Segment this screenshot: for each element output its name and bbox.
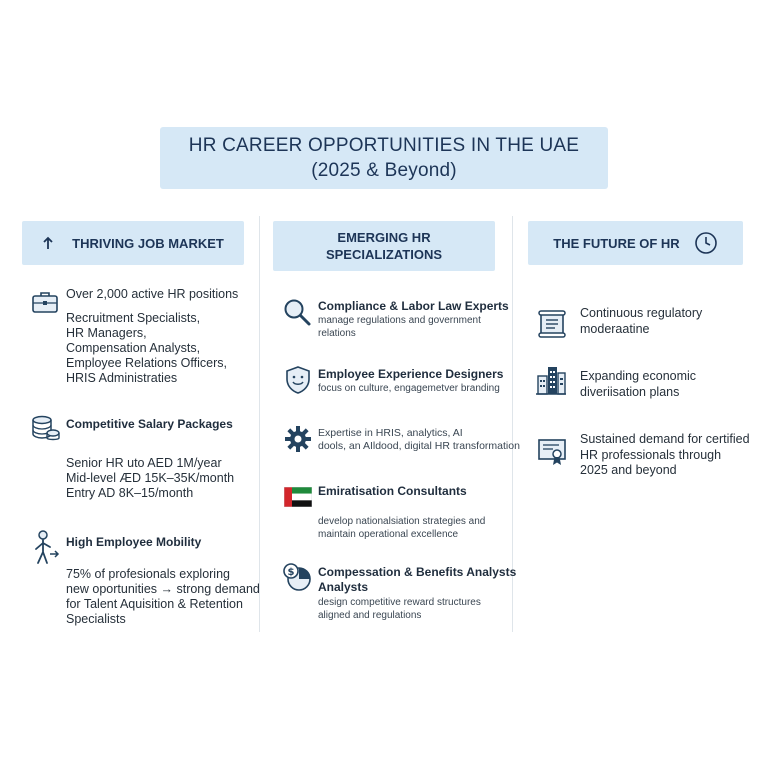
hris-desc: Expertise in HRIS, analytics, AI dools, an AIldood, digital HR transformation <box>318 427 520 452</box>
scroll-icon <box>537 310 567 338</box>
middle-column-header <box>273 221 495 271</box>
salary-heading: Competitive Salary Packages <box>66 417 233 431</box>
money-chart-icon <box>282 562 312 592</box>
uae-flag-icon <box>284 487 312 507</box>
left-column-header-label: THRIVING JOB MARKET <box>72 235 224 251</box>
smiley-shield-icon <box>285 366 311 394</box>
coins-icon <box>31 414 61 442</box>
salary-details: Senior HR uto AED 1M/year Mid-level ÆD 15K–35K/month Entry AD 8K–15/month <box>66 456 235 500</box>
emiratisation-desc: develop nationalsiation strategies and maintain operational excellence <box>318 516 486 540</box>
mobility-heading: High Employee Mobility <box>66 535 202 549</box>
regulatory-text: Continuous regulatory moderaatine <box>580 306 703 336</box>
person-walking-icon <box>30 530 60 566</box>
briefcase-icon <box>31 290 59 314</box>
right-column-header-label: THE FUTURE OF HR <box>553 235 680 251</box>
title-line-2: (2025 & Beyond) <box>311 160 457 181</box>
gear-icon <box>284 425 312 453</box>
left-column-header <box>22 221 244 265</box>
buildings-icon <box>535 364 567 396</box>
arrow-up-icon <box>42 236 54 250</box>
economic-text: Expanding economic diveriisation plans <box>580 369 697 399</box>
middle-column-header-label: EMERGING HR SPECIALIZATIONS <box>325 230 443 262</box>
title-line-1: HR CAREER OPPORTUNITIES IN THE UAE <box>188 135 580 156</box>
experience-heading: Employee Experience Designers <box>318 367 504 381</box>
compensation-desc: design competitive reward structures aligned and regulations <box>318 597 481 621</box>
svg-text:$: $ <box>287 567 295 578</box>
compensation-heading: Compessation & Benefits Analysts Analysts <box>318 565 517 594</box>
title-banner <box>160 127 608 189</box>
mobility-details: 75% of profesionals exploring new oportunities → strong demand for Talent Aquisition & Retention Specialists <box>66 567 260 626</box>
job-positions-heading: Over 2,000 active HR positions <box>66 287 239 301</box>
demand-text: Sustained demand for certified HR professionals through 2025 and beyond <box>580 432 750 477</box>
certificate-icon <box>537 437 567 467</box>
emiratisation-heading: Emiratisation Consultants <box>318 484 467 498</box>
job-roles-list: Recruitment Specialists, HR Managers, Compensation Analysts, Employee Relations Officers, HRIS Administraties <box>66 311 227 385</box>
experience-desc: focus on culture, engagemetver branding <box>318 383 500 394</box>
compliance-heading: Compliance & Labor Law Experts <box>318 299 509 313</box>
clock-icon <box>694 231 718 255</box>
compliance-desc: manage regulations and government relations <box>318 315 481 339</box>
magnifier-icon <box>282 297 312 327</box>
right-column-header <box>528 221 743 265</box>
